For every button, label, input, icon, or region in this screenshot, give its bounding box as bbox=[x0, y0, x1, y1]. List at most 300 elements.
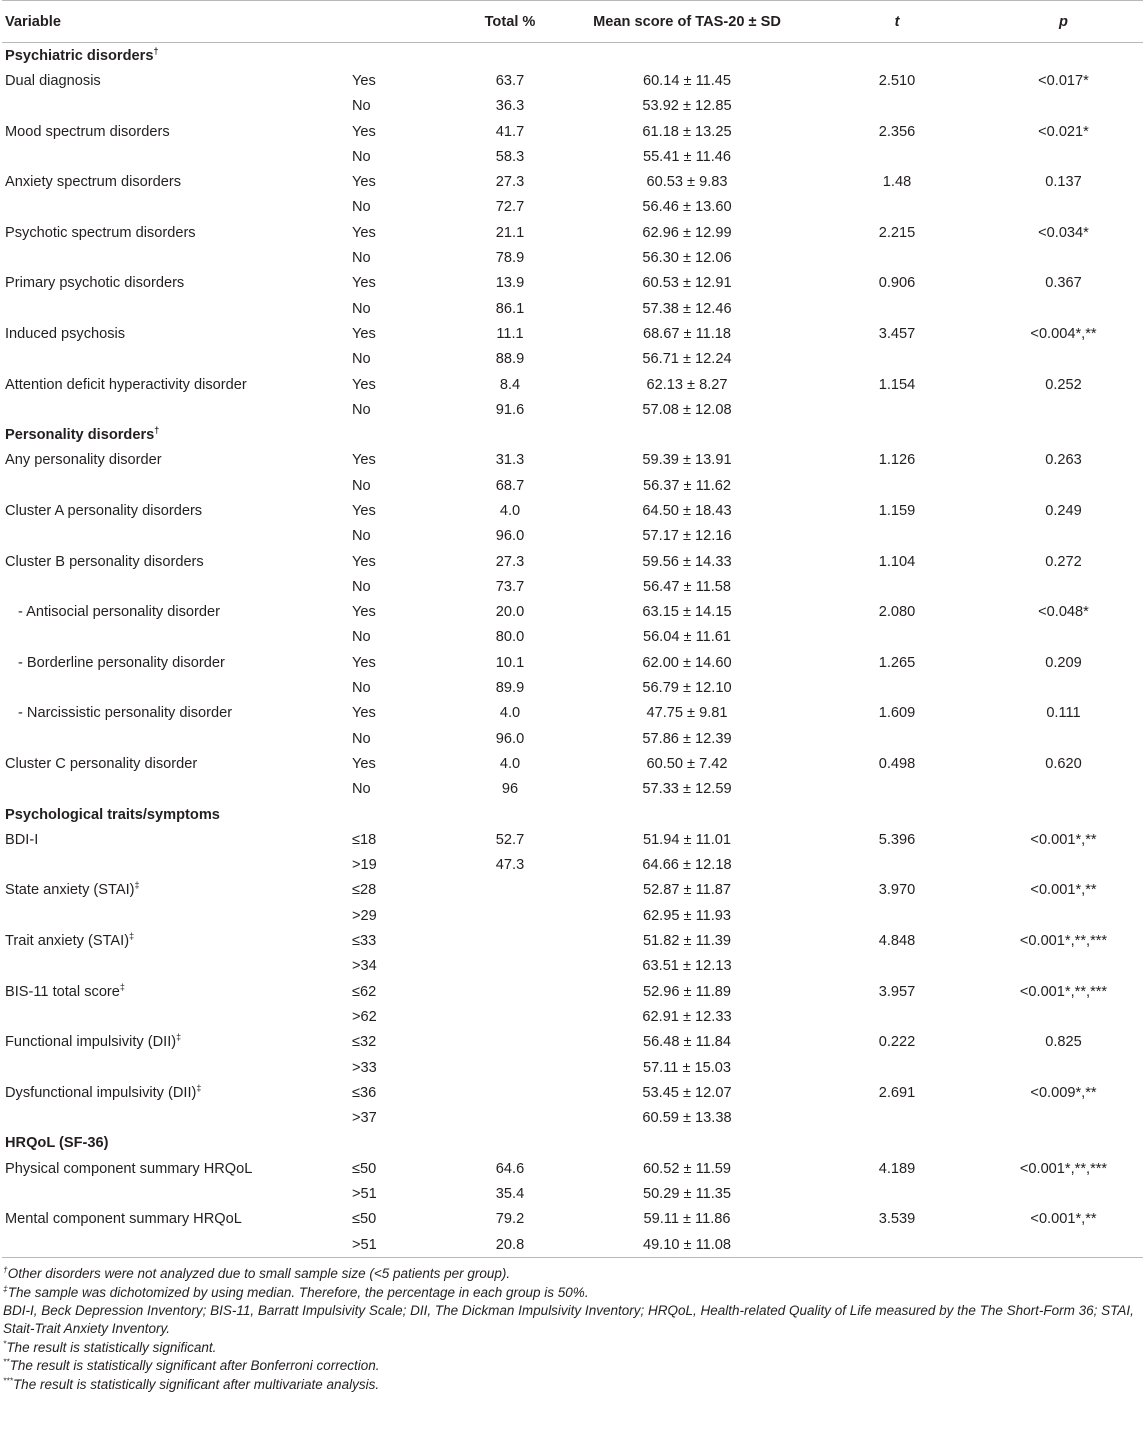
cell-p-value bbox=[984, 726, 1143, 751]
cell-p-value bbox=[984, 473, 1143, 498]
cell-mean-score bbox=[564, 903, 810, 928]
cell-group bbox=[348, 245, 456, 270]
cell-total-percent bbox=[456, 220, 564, 245]
cell-total-percent bbox=[456, 448, 564, 473]
cell-mean-score-text: 63.51 ± 12.13 bbox=[642, 958, 732, 975]
cell-group-text: Yes bbox=[352, 604, 376, 621]
cell-variable bbox=[2, 600, 348, 625]
cell-total-percent-text: 4.0 bbox=[499, 502, 521, 519]
cell-variable bbox=[2, 777, 348, 802]
cell-mean-score-text: 47.75 ± 9.81 bbox=[646, 705, 728, 722]
cell-t-value-text: 1.265 bbox=[878, 654, 916, 671]
table-row bbox=[2, 726, 1143, 751]
table-row bbox=[2, 979, 1143, 1004]
cell-group bbox=[348, 1080, 456, 1105]
cell-total-percent bbox=[456, 878, 564, 903]
cell-p-value bbox=[984, 524, 1143, 549]
cell-variable bbox=[2, 321, 348, 346]
section-heading bbox=[2, 1131, 1143, 1156]
cell-variable-text: - Antisocial personality disorder bbox=[18, 604, 220, 621]
cell-mean-score-text: 50.29 ± 11.35 bbox=[642, 1186, 732, 1202]
cell-variable bbox=[2, 169, 348, 194]
cell-group-text: No bbox=[352, 730, 371, 747]
cell-mean-score bbox=[564, 549, 810, 574]
cell-variable bbox=[2, 954, 348, 979]
cell-group bbox=[348, 271, 456, 296]
cell-p-value bbox=[984, 372, 1143, 397]
cell-p-value bbox=[984, 1055, 1143, 1080]
cell-variable bbox=[2, 549, 348, 574]
cell-variable bbox=[2, 271, 348, 296]
cell-t-value-text: 2.691 bbox=[878, 1084, 916, 1101]
cell-p-value bbox=[984, 777, 1143, 802]
cell-variable-text: Anxiety spectrum disorders bbox=[5, 174, 182, 191]
cell-variable bbox=[2, 701, 348, 726]
cell-p-value bbox=[984, 625, 1143, 650]
cell-variable-text: Dysfunctional impulsivity (DII) bbox=[5, 1084, 197, 1101]
cell-total-percent bbox=[456, 498, 564, 523]
cell-total-percent bbox=[456, 574, 564, 599]
cell-total-percent bbox=[456, 928, 564, 953]
cell-t-value bbox=[810, 220, 984, 245]
cell-p-value bbox=[984, 650, 1143, 675]
footnote-text: The result is statistically significant. bbox=[6, 1339, 217, 1355]
cell-p-value-text: <0.048* bbox=[1038, 604, 1089, 621]
cell-t-value bbox=[810, 878, 984, 903]
table-row bbox=[2, 220, 1143, 245]
cell-group bbox=[348, 574, 456, 599]
cell-group-text: >29 bbox=[352, 907, 377, 924]
cell-t-value bbox=[810, 372, 984, 397]
cell-p-value bbox=[984, 1080, 1143, 1105]
cell-t-value-text: 1.159 bbox=[878, 502, 916, 519]
cell-mean-score-text: 53.45 ± 12.07 bbox=[642, 1084, 732, 1101]
cell-mean-score-text: 56.04 ± 11.61 bbox=[642, 629, 732, 646]
cell-mean-score bbox=[564, 1207, 810, 1232]
cell-mean-score-text: 63.15 ± 14.15 bbox=[642, 604, 732, 621]
cell-variable-text: - Borderline personality disorder bbox=[18, 654, 225, 671]
cell-group bbox=[348, 549, 456, 574]
cell-t-value-text: 2.356 bbox=[878, 123, 916, 140]
cell-mean-score bbox=[564, 1156, 810, 1181]
cell-mean-score bbox=[564, 119, 810, 144]
cell-t-value bbox=[810, 625, 984, 650]
cell-group-text: Yes bbox=[352, 325, 376, 342]
cell-t-value bbox=[810, 650, 984, 675]
table-row bbox=[2, 1232, 1143, 1258]
cell-group bbox=[348, 220, 456, 245]
cell-variable bbox=[2, 195, 348, 220]
cell-total-percent-text: 72.7 bbox=[495, 199, 525, 216]
cell-t-value bbox=[810, 397, 984, 422]
cell-total-percent-text: 88.9 bbox=[495, 351, 525, 368]
cell-mean-score bbox=[564, 397, 810, 422]
cell-t-value bbox=[810, 524, 984, 549]
cell-t-value bbox=[810, 1055, 984, 1080]
cell-group-text: ≤50 bbox=[352, 1160, 377, 1177]
cell-mean-score-text: 51.82 ± 11.39 bbox=[642, 933, 732, 950]
cell-total-percent bbox=[456, 94, 564, 119]
cell-p-value bbox=[984, 397, 1143, 422]
cell-p-value bbox=[984, 94, 1143, 119]
cell-t-value bbox=[810, 701, 984, 726]
cell-t-value bbox=[810, 1181, 984, 1206]
cell-mean-score-text: 56.30 ± 12.06 bbox=[642, 250, 732, 267]
cell-mean-score-text: 62.00 ± 14.60 bbox=[642, 654, 732, 671]
cell-total-percent bbox=[456, 169, 564, 194]
cell-mean-score-text: 62.95 ± 11.93 bbox=[642, 907, 732, 924]
cell-mean-score bbox=[564, 777, 810, 802]
cell-variable-text: Cluster B personality disorders bbox=[5, 553, 204, 570]
cell-group-text: ≤33 bbox=[352, 933, 377, 950]
cell-group-text: Yes bbox=[352, 705, 376, 722]
cell-total-percent bbox=[456, 549, 564, 574]
cell-group bbox=[348, 1030, 456, 1055]
cell-p-value bbox=[984, 195, 1143, 220]
footnote-mark: † bbox=[3, 1264, 8, 1275]
cell-total-percent bbox=[456, 751, 564, 776]
cell-group-text: Yes bbox=[352, 275, 376, 292]
cell-group bbox=[348, 751, 456, 776]
cell-p-value-text: <0.001*,**,*** bbox=[1019, 1160, 1108, 1177]
table-row bbox=[2, 1004, 1143, 1029]
cell-p-value bbox=[984, 1232, 1143, 1258]
cell-total-percent bbox=[456, 195, 564, 220]
cell-mean-score bbox=[564, 220, 810, 245]
cell-mean-score bbox=[564, 625, 810, 650]
cell-group bbox=[348, 144, 456, 169]
cell-group bbox=[348, 903, 456, 928]
cell-mean-score bbox=[564, 979, 810, 1004]
cell-variable bbox=[2, 94, 348, 119]
cell-group-text: >34 bbox=[352, 958, 377, 975]
cell-total-percent bbox=[456, 600, 564, 625]
cell-group-text: Yes bbox=[352, 224, 376, 241]
cell-t-value bbox=[810, 498, 984, 523]
cell-total-percent-text: 4.0 bbox=[499, 705, 521, 722]
cell-p-value bbox=[984, 1156, 1143, 1181]
cell-total-percent-text: 89.9 bbox=[495, 680, 525, 697]
footnote-mark: *** bbox=[3, 1375, 13, 1386]
cell-mean-score-text: 52.96 ± 11.89 bbox=[642, 983, 732, 1000]
cell-mean-score bbox=[564, 650, 810, 675]
table-row bbox=[2, 347, 1143, 372]
cell-mean-score-text: 60.52 ± 11.59 bbox=[642, 1160, 732, 1177]
footnote-text: The sample was dichotomized by using median. Therefore, the percentage in each group is 50%. bbox=[7, 1284, 589, 1300]
cell-total-percent-text: 41.7 bbox=[495, 123, 525, 140]
section-label: Psychological traits/symptoms bbox=[5, 806, 220, 823]
cell-variable-text: Mental component summary HRQoL bbox=[5, 1211, 242, 1228]
table-row bbox=[2, 903, 1143, 928]
cell-p-value bbox=[984, 169, 1143, 194]
cell-group bbox=[348, 1055, 456, 1080]
cell-total-percent-text: 68.7 bbox=[495, 477, 525, 494]
cell-mean-score bbox=[564, 169, 810, 194]
cell-total-percent bbox=[456, 1080, 564, 1105]
cell-mean-score bbox=[564, 1105, 810, 1130]
cell-t-value bbox=[810, 1156, 984, 1181]
cell-total-percent bbox=[456, 473, 564, 498]
footnote bbox=[3, 1302, 1141, 1339]
cell-t-value bbox=[810, 245, 984, 270]
cell-mean-score bbox=[564, 448, 810, 473]
cell-p-value-text: 0.252 bbox=[1045, 376, 1082, 393]
cell-mean-score-text: 62.96 ± 12.99 bbox=[642, 224, 732, 241]
cell-total-percent-text: 58.3 bbox=[495, 148, 525, 165]
table-row bbox=[2, 68, 1143, 93]
cell-p-value bbox=[984, 1030, 1143, 1055]
cell-total-percent-text: 96 bbox=[501, 781, 519, 798]
cell-mean-score bbox=[564, 827, 810, 852]
cell-total-percent-text: 35.4 bbox=[495, 1186, 525, 1202]
cell-variable-text: Attention deficit hyperactivity disorder bbox=[5, 376, 247, 393]
table-row bbox=[2, 549, 1143, 574]
table-row bbox=[2, 625, 1143, 650]
cell-variable-text: Mood spectrum disorders bbox=[5, 123, 170, 140]
cell-variable bbox=[2, 245, 348, 270]
table-row bbox=[2, 777, 1143, 802]
cell-t-value-text: 1.154 bbox=[878, 376, 916, 393]
variable-footnote-mark: ‡ bbox=[176, 1032, 182, 1043]
cell-group bbox=[348, 68, 456, 93]
cell-mean-score bbox=[564, 372, 810, 397]
cell-mean-score bbox=[564, 195, 810, 220]
cell-t-value bbox=[810, 675, 984, 700]
cell-p-value bbox=[984, 119, 1143, 144]
cell-variable bbox=[2, 1055, 348, 1080]
cell-total-percent bbox=[456, 1207, 564, 1232]
cell-t-value bbox=[810, 271, 984, 296]
cell-total-percent bbox=[456, 321, 564, 346]
table-row bbox=[2, 751, 1143, 776]
cell-total-percent-text: 79.2 bbox=[495, 1211, 525, 1228]
cell-p-value-text: <0.001*,**,*** bbox=[1019, 983, 1108, 1000]
cell-group-text: >51 bbox=[352, 1236, 377, 1253]
cell-group-text: ≤62 bbox=[352, 983, 377, 1000]
cell-mean-score bbox=[564, 296, 810, 321]
cell-p-value-text: 0.111 bbox=[1046, 705, 1081, 722]
cell-p-value-text: 0.367 bbox=[1045, 275, 1082, 292]
cell-mean-score bbox=[564, 68, 810, 93]
cell-group bbox=[348, 347, 456, 372]
cell-group bbox=[348, 878, 456, 903]
cell-p-value bbox=[984, 675, 1143, 700]
cell-mean-score-text: 55.41 ± 11.46 bbox=[642, 148, 732, 165]
table-row bbox=[2, 928, 1143, 953]
cell-group-text: >33 bbox=[352, 1059, 377, 1076]
cell-t-value-text: 2.080 bbox=[878, 604, 916, 621]
header-p: p bbox=[984, 1, 1143, 43]
cell-t-value-text: 0.498 bbox=[878, 755, 916, 772]
cell-p-value bbox=[984, 1105, 1143, 1130]
footnote-mark: ‡ bbox=[3, 1283, 8, 1294]
footnote bbox=[3, 1284, 1141, 1302]
cell-mean-score bbox=[564, 473, 810, 498]
cell-p-value-text: <0.001*,** bbox=[1030, 1211, 1097, 1228]
cell-mean-score bbox=[564, 347, 810, 372]
cell-p-value bbox=[984, 928, 1143, 953]
cell-total-percent bbox=[456, 271, 564, 296]
table-row bbox=[2, 1055, 1143, 1080]
cell-variable bbox=[2, 574, 348, 599]
cell-variable bbox=[2, 119, 348, 144]
cell-variable bbox=[2, 903, 348, 928]
cell-group-text: No bbox=[352, 781, 371, 798]
cell-p-value-text: 0.620 bbox=[1045, 755, 1082, 772]
cell-mean-score bbox=[564, 928, 810, 953]
cell-group-text: Yes bbox=[352, 755, 376, 772]
cell-variable bbox=[2, 144, 348, 169]
cell-group-text: Yes bbox=[352, 452, 376, 469]
section-row bbox=[2, 1131, 1143, 1156]
cell-p-value bbox=[984, 448, 1143, 473]
cell-mean-score-text: 56.46 ± 13.60 bbox=[642, 199, 732, 216]
cell-total-percent-text: 80.0 bbox=[495, 629, 525, 646]
cell-group bbox=[348, 448, 456, 473]
cell-group-text: No bbox=[352, 300, 371, 317]
cell-mean-score bbox=[564, 524, 810, 549]
table-body bbox=[2, 43, 1143, 1258]
cell-t-value bbox=[810, 347, 984, 372]
cell-p-value-text: 0.825 bbox=[1045, 1034, 1082, 1051]
cell-mean-score-text: 59.11 ± 11.86 bbox=[643, 1211, 731, 1228]
cell-total-percent-text: 47.3 bbox=[495, 857, 525, 874]
cell-variable-text: Functional impulsivity (DII) bbox=[5, 1034, 177, 1051]
cell-mean-score-text: 60.59 ± 13.38 bbox=[642, 1110, 732, 1127]
cell-group bbox=[348, 94, 456, 119]
cell-group bbox=[348, 1207, 456, 1232]
cell-group bbox=[348, 321, 456, 346]
header-t: t bbox=[810, 1, 984, 43]
cell-mean-score-text: 59.56 ± 14.33 bbox=[642, 553, 732, 570]
cell-mean-score-text: 60.14 ± 11.45 bbox=[642, 72, 732, 89]
cell-mean-score bbox=[564, 600, 810, 625]
cell-variable bbox=[2, 827, 348, 852]
cell-group-text: No bbox=[352, 351, 371, 368]
cell-total-percent-text: 91.6 bbox=[495, 401, 525, 418]
table-row bbox=[2, 271, 1143, 296]
cell-t-value-text: 1.104 bbox=[878, 553, 916, 570]
cell-mean-score bbox=[564, 144, 810, 169]
cell-mean-score bbox=[564, 94, 810, 119]
cell-mean-score-text: 56.71 ± 12.24 bbox=[642, 351, 732, 368]
cell-p-value-text: <0.017* bbox=[1038, 72, 1089, 89]
cell-mean-score-text: 61.18 ± 13.25 bbox=[642, 123, 732, 140]
cell-group bbox=[348, 726, 456, 751]
cell-p-value bbox=[984, 144, 1143, 169]
cell-mean-score-text: 60.53 ± 12.91 bbox=[642, 275, 732, 292]
cell-variable-text: Cluster A personality disorders bbox=[5, 502, 203, 519]
cell-total-percent-text: 11.1 bbox=[496, 325, 524, 342]
cell-variable bbox=[2, 726, 348, 751]
cell-p-value bbox=[984, 574, 1143, 599]
section-footnote-mark: † bbox=[154, 425, 160, 436]
table-row bbox=[2, 701, 1143, 726]
table-row bbox=[2, 1181, 1143, 1206]
cell-mean-score bbox=[564, 1030, 810, 1055]
table-row bbox=[2, 321, 1143, 346]
cell-mean-score-text: 60.50 ± 7.42 bbox=[646, 755, 728, 772]
cell-t-value-text: 3.457 bbox=[878, 325, 916, 342]
cell-group bbox=[348, 524, 456, 549]
cell-t-value-text: 3.970 bbox=[878, 882, 916, 899]
cell-mean-score-text: 60.53 ± 9.83 bbox=[646, 174, 728, 191]
cell-t-value bbox=[810, 726, 984, 751]
cell-group bbox=[348, 675, 456, 700]
cell-group bbox=[348, 954, 456, 979]
section-heading bbox=[2, 43, 1143, 69]
cell-group bbox=[348, 169, 456, 194]
cell-variable bbox=[2, 347, 348, 372]
footnote-mark: ** bbox=[3, 1356, 10, 1367]
table-row bbox=[2, 169, 1143, 194]
cell-variable bbox=[2, 650, 348, 675]
header-total: Total % bbox=[456, 1, 564, 43]
cell-mean-score bbox=[564, 574, 810, 599]
table-row bbox=[2, 448, 1143, 473]
cell-variable bbox=[2, 1207, 348, 1232]
section-row bbox=[2, 43, 1143, 69]
cell-total-percent-text: 96.0 bbox=[495, 730, 525, 747]
cell-total-percent bbox=[456, 979, 564, 1004]
cell-mean-score bbox=[564, 1181, 810, 1206]
cell-p-value bbox=[984, 979, 1143, 1004]
cell-mean-score-text: 53.92 ± 12.85 bbox=[642, 98, 732, 115]
cell-mean-score bbox=[564, 1004, 810, 1029]
cell-total-percent-text: 73.7 bbox=[495, 578, 525, 595]
section-heading bbox=[2, 422, 1143, 447]
cell-group-text: Yes bbox=[352, 123, 376, 140]
cell-group-text: Yes bbox=[352, 502, 376, 519]
cell-p-value-text: <0.021* bbox=[1038, 123, 1089, 140]
cell-variable bbox=[2, 397, 348, 422]
cell-p-value-text: <0.034* bbox=[1038, 224, 1089, 241]
cell-total-percent bbox=[456, 675, 564, 700]
cell-mean-score bbox=[564, 726, 810, 751]
cell-variable bbox=[2, 296, 348, 321]
cell-total-percent bbox=[456, 650, 564, 675]
cell-mean-score-text: 64.50 ± 18.43 bbox=[642, 502, 732, 519]
cell-p-value bbox=[984, 271, 1143, 296]
cell-variable bbox=[2, 1232, 348, 1258]
variable-footnote-mark: ‡ bbox=[196, 1082, 202, 1093]
table-row bbox=[2, 1207, 1143, 1232]
cell-mean-score bbox=[564, 271, 810, 296]
cell-variable-text: Physical component summary HRQoL bbox=[5, 1160, 253, 1177]
cell-total-percent bbox=[456, 777, 564, 802]
cell-t-value bbox=[810, 853, 984, 878]
footnotes bbox=[3, 1265, 1141, 1394]
cell-p-value-text: 0.263 bbox=[1045, 452, 1082, 469]
cell-variable-text: Any personality disorder bbox=[5, 452, 162, 469]
cell-mean-score-text: 57.17 ± 12.16 bbox=[642, 528, 732, 545]
cell-t-value bbox=[810, 321, 984, 346]
cell-group-text: >37 bbox=[352, 1110, 377, 1127]
cell-group-text: >51 bbox=[352, 1186, 377, 1202]
table-row bbox=[2, 1080, 1143, 1105]
cell-total-percent bbox=[456, 1105, 564, 1130]
cell-p-value bbox=[984, 245, 1143, 270]
footnote-text: The result is statistically significant after Bonferroni correction. bbox=[9, 1358, 380, 1374]
cell-total-percent-text: 86.1 bbox=[495, 300, 525, 317]
cell-total-percent bbox=[456, 701, 564, 726]
results-table bbox=[2, 0, 1143, 1258]
cell-mean-score bbox=[564, 498, 810, 523]
cell-variable bbox=[2, 524, 348, 549]
table-row bbox=[2, 878, 1143, 903]
cell-variable bbox=[2, 1181, 348, 1206]
cell-total-percent-text: 13.9 bbox=[495, 275, 525, 292]
